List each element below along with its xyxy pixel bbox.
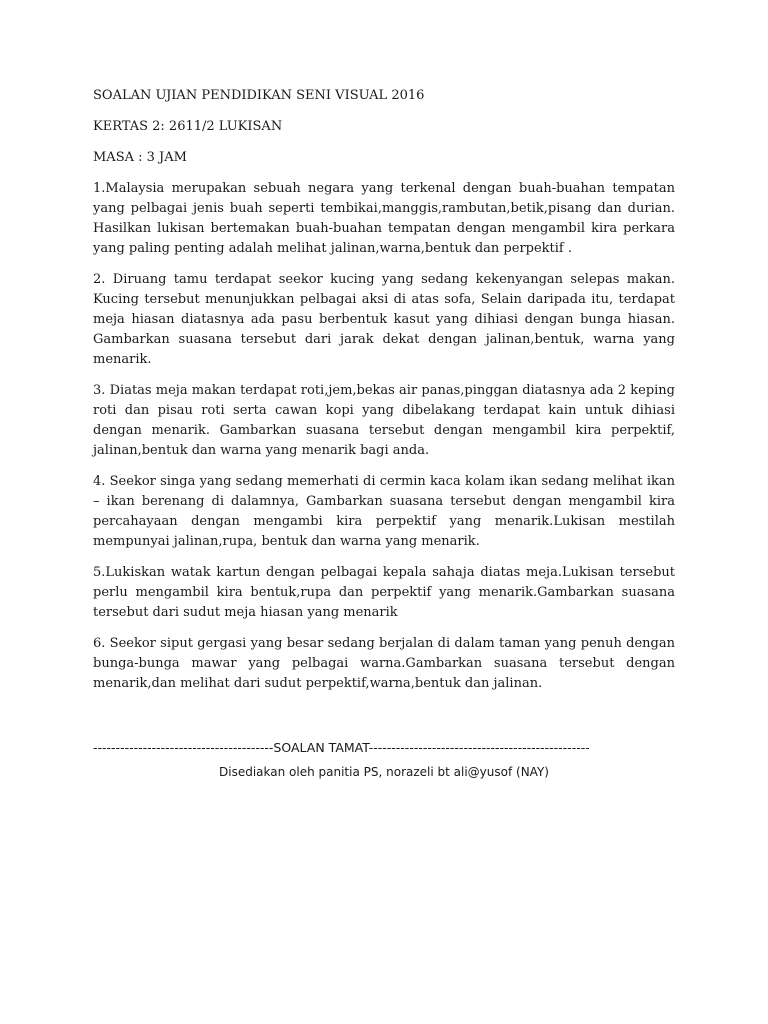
question-2: 2. Diruang tamu terdapat seekor kucing yang sedang kekenyangan selepas makan. Kucing tersebut menunjukkan pelbagai aksi di atas sofa, Selain daripada itu, terdapat meja hiasan diatasnya ada pasu berbentuk kasut yang dihiasi dengan bunga hiasan. Gambarkan suasana tersebut dari jarak dekat dengan jalinan,bentuk, warna yang menarik. bbox=[93, 272, 675, 367]
exam-duration: MASA : 3 JAM bbox=[93, 150, 187, 165]
document-footer bbox=[93, 740, 675, 779]
exam-title: SOALAN UJIAN PENDIDIKAN SENI VISUAL 2016 bbox=[93, 88, 425, 103]
question-4: 4. Seekor singa yang sedang memerhati di cermin kaca kolam ikan sedang melihat ikan – ikan berenang di dalamnya, Gambarkan suasana tersebut dengan mengambil kira percahayaan dengan mengambi kira perpektif yang menarik.Lukisan mestilah mempunyai jalinan,rupa, bentuk dan warna yang menarik. bbox=[93, 474, 675, 549]
prepared-by-credit: Disediakan oleh panitia PS, norazeli bt ali@yusof (NAY) bbox=[219, 765, 549, 779]
question-3: 3. Diatas meja makan terdapat roti,jem,bekas air panas,pinggan diatasnya ada 2 keping roti dan pisau roti serta cawan kopi yang dibelakang terdapat kain untuk dihiasi dengan menarik. Gambarkan suasana tersebut dengan mengambil kira perpektif, jalinan,bentuk dan warna yang menarik bagi anda. bbox=[93, 383, 675, 458]
end-of-questions-marker: ----------------------------------------SOALAN TAMAT------------------------------------------------- bbox=[93, 740, 590, 755]
exam-document-body bbox=[93, 86, 675, 705]
question-1: 1.Malaysia merupakan sebuah negara yang terkenal dengan buah-buahan tempatan yang pelbagai jenis buah seperti tembikai,manggis,rambutan,betik,pisang dan durian. Hasilkan lukisan bertemakan buah-buahan tempatan dengan mengambil kira perkara yang paling penting adalah melihat jalinan,warna,bentuk dan perpektif . bbox=[93, 181, 675, 256]
question-6: 6. Seekor siput gergasi yang besar sedang berjalan di dalam taman yang penuh dengan bunga-bunga mawar yang pelbagai warna.Gambarkan suasana tersebut dengan menarik,dan melihat dari sudut perpektif,warna,bentuk dan jalinan. bbox=[93, 636, 675, 691]
question-5: 5.Lukiskan watak kartun dengan pelbagai kepala sahaja diatas meja.Lukisan tersebut perlu mengambil kira bentuk,rupa dan perpektif yang menarik.Gambarkan suasana tersebut dari sudut meja hiasan yang menarik bbox=[93, 565, 675, 620]
exam-paper: KERTAS 2: 2611/2 LUKISAN bbox=[93, 119, 283, 134]
